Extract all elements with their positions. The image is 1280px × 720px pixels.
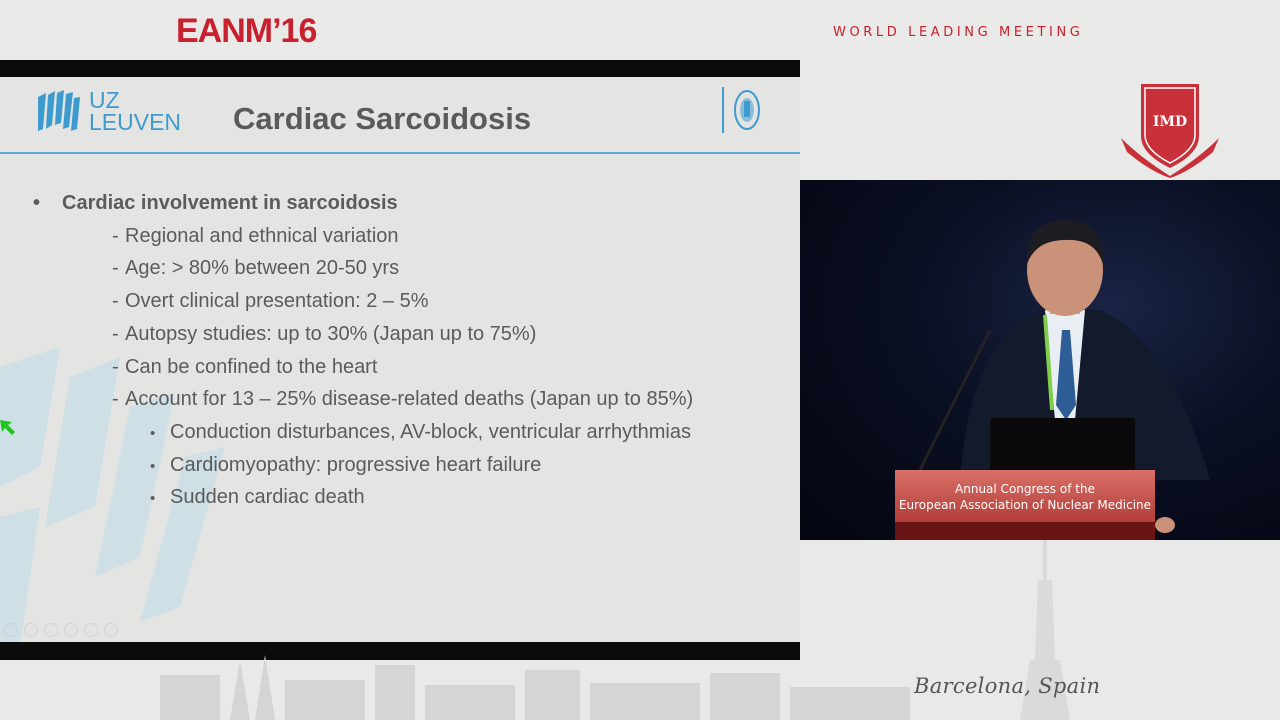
bullet-marker: - [112,355,119,378]
more-options-icon[interactable] [104,623,118,637]
bullet-level2 [112,323,536,346]
bullet-marker: - [112,388,119,411]
uz-logo-line1: UZ [89,87,120,113]
bullet-text: Cardiomyopathy: progressive heart failure [170,453,542,476]
tagline: WORLD LEADING MEETING [833,25,1084,40]
header-divider [722,87,724,133]
bullet-text: Conduction disturbances, AV-block, ventricular arrhythmias [170,420,691,443]
slide-title: Cardiac Sarcoidosis [233,101,532,136]
bullet-level3 [150,486,365,509]
bullet-text: Account for 13 – 25% disease-related deaths (Japan up to 85%) [125,388,694,411]
university-seal-icon [733,89,761,131]
grid-view-icon[interactable] [84,623,98,637]
bullet-text: Regional and ethnical variation [125,224,399,247]
bullet-level3 [150,454,541,477]
bullet-level1 [33,192,398,215]
pointer-arrow-icon [0,420,16,436]
bullet-level3 [150,421,691,444]
bullet-text: Can be confined to the heart [125,355,378,378]
pen-tool-icon[interactable] [44,623,58,637]
bullet-marker: - [112,322,119,345]
bullet-marker: • [150,490,156,508]
uz-leuven-mark-icon [36,89,82,135]
eanm-logo: EANM’16 [176,12,317,50]
zoom-icon[interactable] [64,623,78,637]
podium [895,522,1155,540]
bullet-level2 [112,388,693,411]
uz-leuven-logo [36,89,186,137]
speaker-video [800,180,1280,540]
bullet-level2 [112,290,429,313]
slide-header [0,77,800,154]
podium-sign-line1: Annual Congress of the [955,482,1095,496]
bullet-level2 [112,257,399,280]
next-slide-icon[interactable] [24,623,38,637]
bullet-text: Age: > 80% between 20-50 yrs [125,257,400,280]
bullet-text: Sudden cardiac death [170,486,365,509]
imd-badge-logo [1119,80,1221,178]
bullet-level2 [112,225,399,248]
location-text: Barcelona, Spain [914,674,1101,698]
bullet-text: Overt clinical presentation: 2 – 5% [125,290,429,313]
bullet-marker: - [112,257,119,280]
podium-sign-line2: European Association of Nuclear Medicine [898,498,1152,512]
bullet-marker: • [33,192,41,214]
bullet-marker: • [150,424,156,442]
bullet-text: Autopsy studies: up to 30% (Japan up to 75%) [125,322,537,345]
slideshow-controls[interactable] [4,623,118,637]
bullet-level2 [112,356,377,379]
uz-logo-line2: LEUVEN [89,109,182,135]
bullet-marker: • [150,457,156,475]
podium-sign [895,470,1155,522]
bullet-text: Cardiac involvement in sarcoidosis [62,192,398,214]
slide-frame [0,60,800,660]
prev-slide-icon[interactable] [4,623,18,637]
city-skyline-graphic [160,655,920,720]
imd-badge-text: IMD [1152,114,1188,130]
bullet-marker: - [112,290,119,313]
bullet-marker: - [112,224,119,247]
presentation-slide [0,77,800,642]
